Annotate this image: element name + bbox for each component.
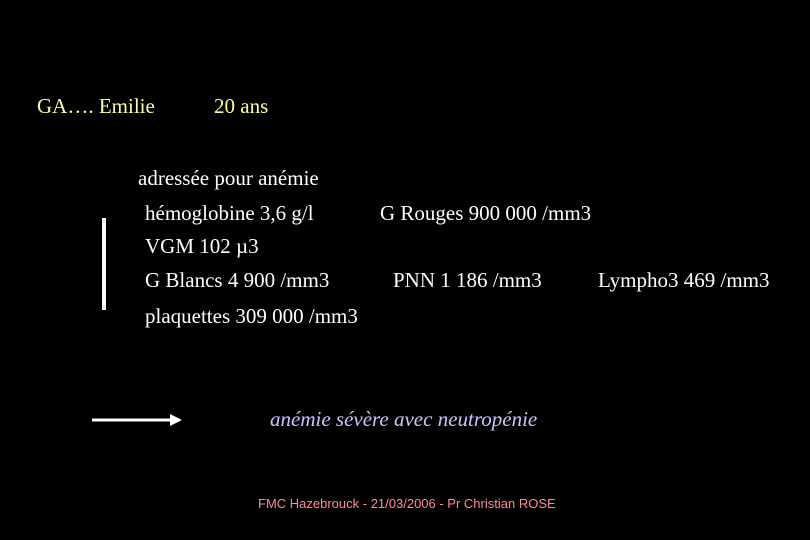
patient-age: 20 ans <box>214 94 269 118</box>
footer-text: FMC Hazebrouck - 21/03/2006 - Pr Christian ROSE <box>258 496 556 511</box>
hemoglobin-value: hémoglobine 3,6 g/l <box>145 201 314 225</box>
lymphocytes-value: Lympho3 469 /mm3 <box>598 268 770 292</box>
neutrophils-value: PNN 1 186 /mm3 <box>393 268 542 292</box>
bracket-line <box>102 218 106 310</box>
referral-reason: adressée pour anémie <box>138 166 319 190</box>
platelets-value: plaquettes 309 000 /mm3 <box>145 304 358 328</box>
patient-name: GA…. Emilie <box>37 94 155 118</box>
mcv-value: VGM 102 µ3 <box>145 234 259 258</box>
arrow-right-icon <box>92 409 184 431</box>
red-cells-value: G Rouges 900 000 /mm3 <box>380 201 592 225</box>
conclusion-text: anémie sévère avec neutropénie <box>270 407 538 431</box>
white-cells-value: G Blancs 4 900 /mm3 <box>145 268 330 292</box>
